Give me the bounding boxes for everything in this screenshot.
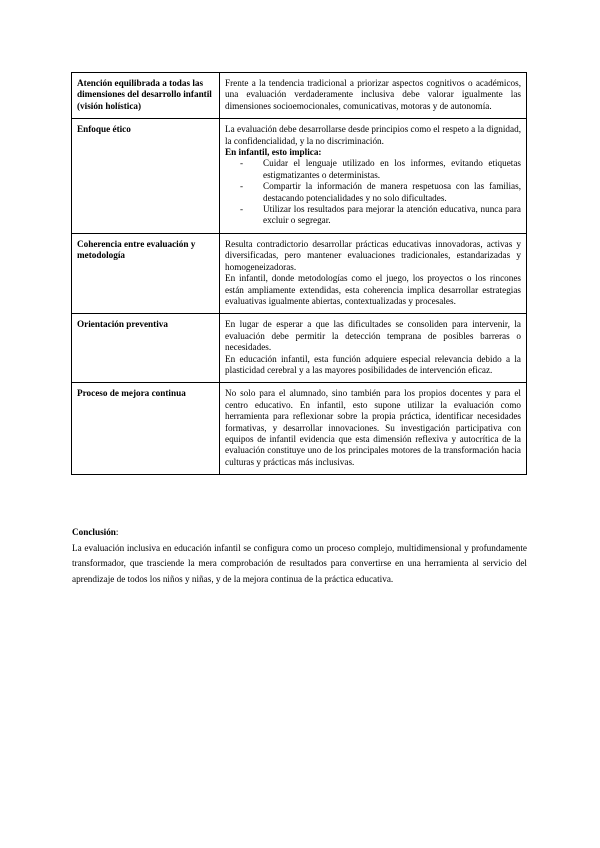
row-description [220, 119, 527, 234]
bullet-list [225, 158, 521, 226]
row-label: Proceso de mejora continua [72, 383, 220, 475]
conclusion-text: La evaluación inclusiva en educación infantil se configura como un proceso complejo, multidimensional y profundamente transformador, que trasciende la mera comprobación de resultados para convertirse en una herramienta al servicio del aprendizaje de todos los niños y niñas, y de la mejora continua de la práctica educativa. [72, 542, 527, 584]
row-description [220, 73, 527, 119]
row-description [220, 383, 527, 475]
row-description [220, 233, 527, 313]
table-row [72, 314, 527, 383]
table-row [72, 119, 527, 234]
list-item: - Compartir la información de manera respetuosa con las familias, destacando potencialidades y no solo dificultades. [263, 181, 521, 204]
paragraph: La evaluación debe desarrollarse desde principios como el respeto a la dignidad, la confidencialidad, y la no discriminación. [225, 124, 521, 146]
criteria-table [71, 72, 527, 475]
paragraph: Resulta contradictorio desarrollar prácticas educativas innovadoras, activas y diversificadas, pero mantener evaluaciones tradicionales, estandarizadas y homogeneizadoras. [225, 238, 521, 272]
paragraph: En lugar de esperar a que las dificultades se consoliden para intervenir, la evaluación debe permitir la detección temprana de posibles barreras o necesidades. [225, 319, 521, 353]
paragraph: En educación infantil, esta función adquiere especial relevancia debido a la plasticidad cerebral y a las mayores posibilidades de intervención eficaz. [225, 353, 521, 375]
list-item: - Utilizar los resultados para mejorar la atención educativa, nunca para excluir o segregar. [263, 204, 521, 227]
table-row [72, 383, 527, 475]
paragraph: En infantil, donde metodologías como el juego, los proyectos o los rincones están ampliamente extendidas, esta coherencia implica desarrollar estrategias evaluativas igualmente abiertas, contextualizadas y procesales. [225, 273, 521, 306]
list-item: - Cuidar el lenguaje utilizado en los informes, evitando etiquetas estigmatizantes o deterministas. [263, 158, 521, 181]
row-label: Enfoque ético [72, 119, 220, 234]
row-label: Atención equilibrada a todas las dimensiones del desarrollo infantil (visión holística) [72, 73, 220, 119]
row-label: Coherencia entre evaluación y metodología [72, 233, 220, 313]
conclusion-section [72, 525, 527, 587]
table-row [72, 73, 527, 119]
conclusion-colon: : [115, 527, 119, 537]
row-label: Orientación preventiva [72, 314, 220, 383]
conclusion-title: Conclusión [72, 527, 116, 537]
subheading: En infantil, esto implica: [225, 147, 322, 158]
table-row [72, 233, 527, 313]
paragraph: No solo para el alumnado, sino también para los propios docentes y para el centro educativo. En infantil, esto supone utilizar la evaluación como herramienta para reflexionar sobre la propia práctica, identificar necesidades formativas, y desarrollar innovaciones. Su investigación participativa con equipos de infantil evidencia que esta dimensión reflexiva y autocrítica de la evaluación constituye uno de los principales motores de la transformación hacia culturas y prácticas más inclusivas. [225, 388, 521, 467]
row-description [220, 314, 527, 383]
paragraph: Frente a la tendencia tradicional a priorizar aspectos cognitivos o académicos, una evaluación verdaderamente inclusiva debe valorar igualmente las dimensiones socioemocionales, comunicativas, motoras y de autonomía. [225, 78, 521, 111]
